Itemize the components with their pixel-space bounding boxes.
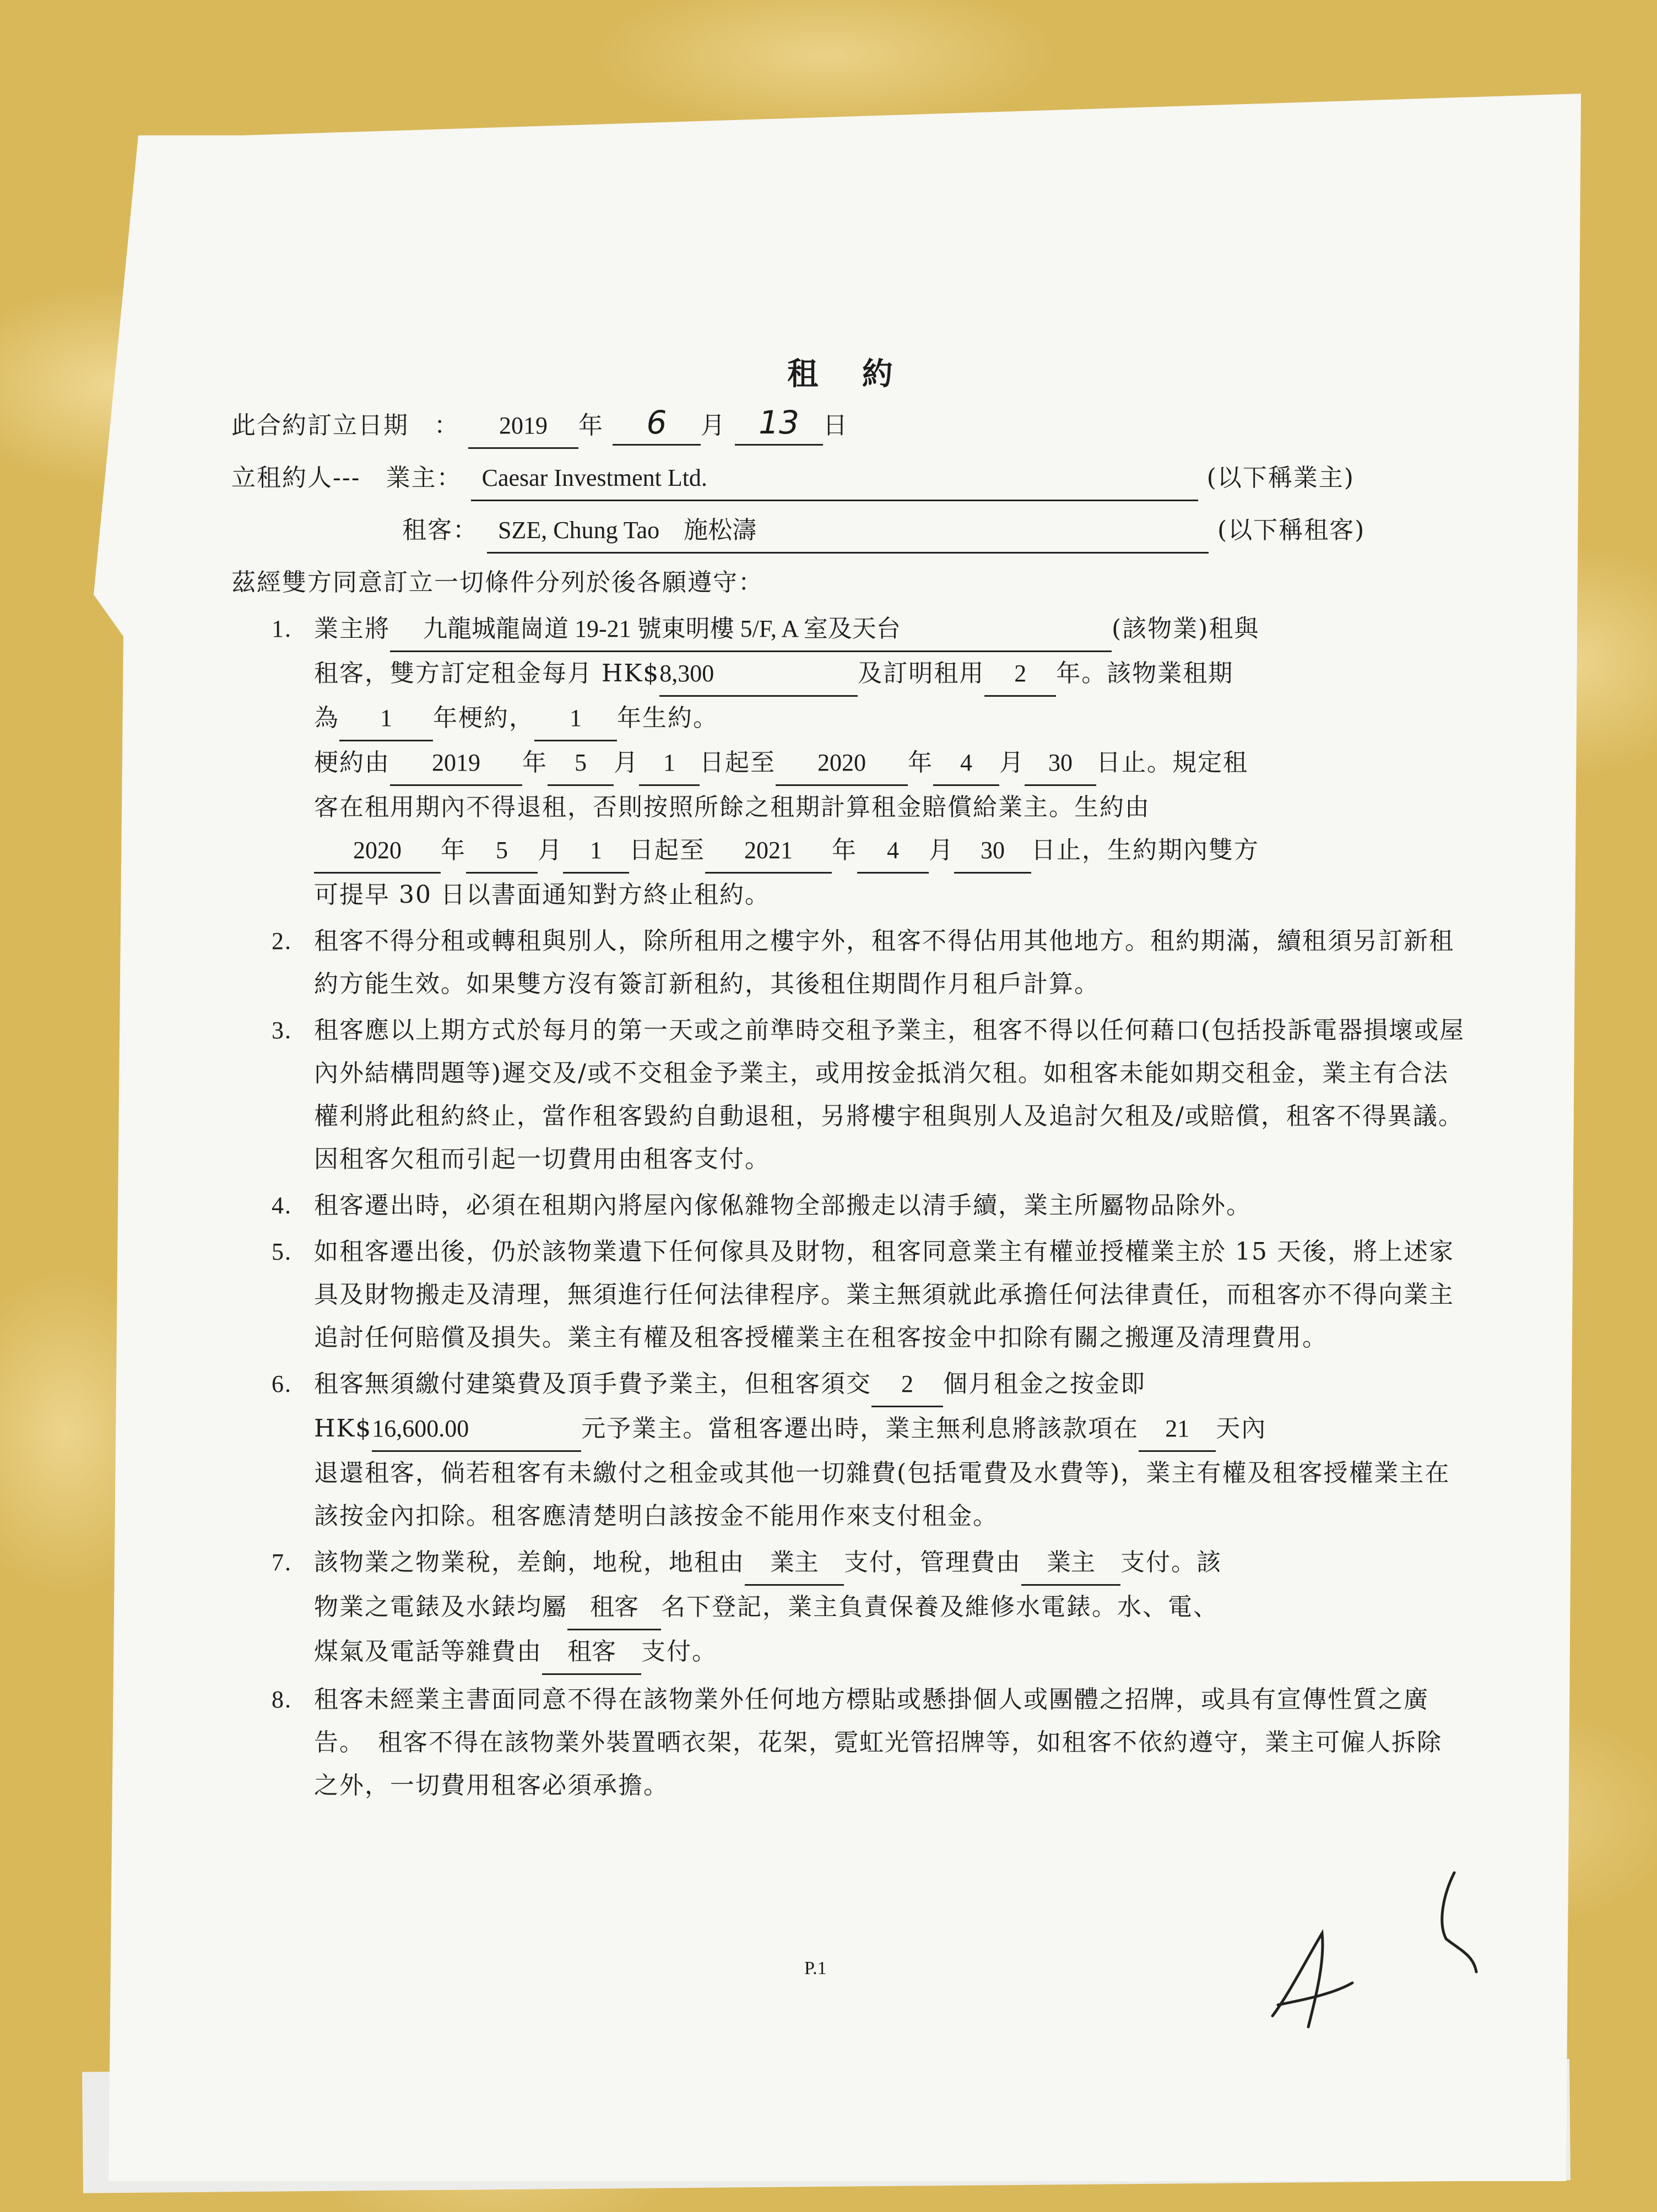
date-year: 2019 [468, 404, 578, 449]
refund-days: 21 [1139, 1407, 1216, 1452]
option-end-year: 2021 [705, 829, 832, 874]
clause-number: 6. [272, 1370, 292, 1397]
monthly-rent: 8,300 [659, 652, 858, 697]
page-number: P.1 [804, 1958, 827, 1978]
clause-3 [231, 1009, 1465, 1181]
clause-8 [231, 1678, 1465, 1807]
clause-text: 為 [314, 704, 339, 732]
day-unit: 日 [823, 411, 848, 440]
deposit-amount: 16,600.00 [372, 1407, 581, 1452]
clause-text: 支付，管理費由 [844, 1548, 1021, 1576]
property-address: 九龍城龍崗道 19-21 號東明樓 5/F, A 室及天台 [390, 608, 1112, 652]
tax-payer: 業主 [745, 1541, 844, 1586]
clause-text: 月 [929, 836, 954, 864]
date-month: 6 [613, 401, 701, 446]
clause-text: 月 [538, 836, 563, 864]
clause-text: 租客遷出時，必須在租期內將屋內傢俬雜物全部搬走以清手續，業主所屬物品除外。 [314, 1191, 1252, 1219]
fixed-term-years: 1 [339, 697, 433, 741]
date-row [231, 401, 1465, 449]
clause-text: 年梗約， [433, 704, 534, 732]
document-title: 租 約 [787, 356, 909, 392]
date-label: 此合約訂立日期 ： [231, 411, 459, 440]
clause-number: 8. [272, 1686, 292, 1713]
clause-text: 月 [999, 749, 1025, 777]
landlord-suffix: (以下稱業主) [1206, 464, 1355, 492]
meter-registrant: 租客 [567, 1586, 661, 1630]
clause-number: 4. [272, 1192, 292, 1219]
option-start-day: 1 [563, 829, 629, 874]
clause-text: 日起至 [700, 749, 776, 777]
clause-text: 年 [441, 836, 466, 864]
clause-text: 租客應以上期方式於每月的第一天或之前準時交租予業主，租客不得以任何藉口(包括投訴電器損壞或屋內外結構問題等)遲交及/或不交租金予業主，或用按金抵消欠租。如租客未能如期交租金，業主有合法權利將此租約終止，當作租客毀約自動退租，另將樓宇租與別人及追討欠租及/或賠償，租客不得異議。因租客欠租而引起一切費用由租客支付。 [314, 1016, 1465, 1173]
clause-text: 支付。 [641, 1638, 717, 1666]
clause-number: 1. [272, 615, 292, 642]
clause-text: 元予業主。當租客遷出時，業主無利息將該款項在 [581, 1414, 1139, 1443]
clause-7 [231, 1541, 1465, 1675]
lease-document [231, 353, 1465, 1807]
clause-text: 可提早 30 日以書面通知對方終止租約。 [314, 881, 770, 909]
clause-text: 租客，雙方訂定租金每月 HK$ [314, 659, 660, 687]
clause-text: 日止。規定租 [1096, 749, 1248, 777]
clause-6 [231, 1363, 1465, 1538]
clause-text: (該物業)租與 [1112, 615, 1260, 643]
clause-number: 7. [272, 1549, 292, 1576]
initials-signature-1 [1256, 1911, 1366, 2043]
clause-text: 客在租用期內不得退租，否則按照所餘之租期計算租金賠償給業主。生約由 [314, 793, 1150, 821]
clause-text: 租客無須繳付建築費及頂手費予業主，但租客須交 [314, 1370, 871, 1398]
fixed-end-year: 2020 [776, 741, 908, 786]
tenant-label: 租客： [402, 516, 478, 544]
clause-text: 業主將 [314, 615, 390, 643]
clause-5 [231, 1230, 1465, 1359]
month-unit: 月 [701, 411, 726, 440]
clause-text: 如租客遷出後，仍於該物業遺下任何傢具及財物，租客同意業主有權並授權業主於 15 天後，將上述家具及財物搬走及清理，無須進行任何法律程序。業主無須就此承擔任何法律責任，而租客亦不得向業主追討任何賠償及損失。業主有權及租客授權業主在租客按金中扣除有關之搬運及清理費用。 [314, 1238, 1454, 1352]
option-start-year: 2020 [314, 829, 441, 874]
clause-text: 煤氣及電話等雜費由 [314, 1638, 542, 1666]
clause-text: 租客未經業主書面同意不得在該物業外任何地方標貼或懸掛個人或團體之招牌，或具有宣傳性質之廣告。 租客不得在該物業外裝置晒衣架，花架，霓虹光管招牌等，如租客不依約遵守，業主可僱人拆除之外，一切費用租客必須承擔。 [314, 1685, 1442, 1799]
intro-text: 茲經雙方同意訂立一切條件分列於後各願遵守： [231, 568, 763, 597]
landlord-row [231, 457, 1465, 501]
utilities-payer: 租客 [542, 1630, 641, 1675]
clause-text: 支付。該 [1120, 1548, 1222, 1576]
deposit-months: 2 [871, 1363, 943, 1407]
clause-text: 該物業之物業稅，差餉，地稅，地租由 [314, 1548, 745, 1576]
tenant-name: SZE, Chung Tao 施松濤 [487, 509, 1209, 554]
option-end-month: 4 [857, 829, 929, 874]
clause-text: 物業之電錶及水錶均屬 [314, 1593, 567, 1621]
clause-text: 年 [522, 749, 548, 777]
clause-number: 2. [272, 928, 292, 955]
option-start-month: 5 [466, 829, 538, 874]
clause-text: 及訂明租用 [858, 659, 985, 687]
option-end-day: 30 [954, 829, 1031, 874]
clause-2 [231, 920, 1465, 1006]
clause-text: 名下登記，業主負責保養及維修水電錶。水、電、 [661, 1593, 1219, 1621]
clause-text: 梗約由 [314, 749, 390, 777]
fixed-end-month: 4 [933, 741, 999, 786]
clause-text: 月 [614, 749, 639, 777]
clause-4 [231, 1184, 1465, 1227]
initials-signature-2 [1421, 1862, 1493, 1988]
lease-years: 2 [984, 652, 1056, 697]
clause-text: 年生約。 [617, 704, 718, 732]
year-unit: 年 [578, 411, 604, 440]
clause-text: 租客不得分租或轉租與別人，除所租用之樓宇外，租客不得佔用其他地方。租約期滿，續租須另訂新租約方能生效。如果雙方沒有簽訂新租約，其後租住期間作月租戶計算。 [314, 927, 1454, 998]
clause-text: 日起至 [629, 836, 705, 864]
landlord-name: Caesar Investment Ltd. [471, 457, 1198, 501]
fixed-start-day: 1 [639, 741, 700, 786]
date-day: 13 [735, 401, 823, 446]
clause-text: 年。該物業租期 [1056, 659, 1234, 687]
clause-text: 退還租客，倘若租客有未繳付之租金或其他一切雜費(包括電費及水費等)，業主有權及租客授權業主在該按金內扣除。租客應清楚明白該按金不能用作來支付租金。 [314, 1459, 1450, 1530]
clause-text: 年 [908, 749, 933, 777]
tenant-suffix: (以下稱租客) [1217, 516, 1366, 544]
option-term-years: 1 [534, 697, 617, 741]
management-fee-payer: 業主 [1021, 1541, 1120, 1586]
clause-text: HK$ [314, 1414, 372, 1443]
clause-text: 天內 [1216, 1414, 1267, 1443]
clause-number: 3. [272, 1017, 292, 1044]
fixed-start-month: 5 [548, 741, 614, 786]
clause-text: 日止，生約期內雙方 [1031, 836, 1259, 864]
tenant-row [231, 509, 1465, 554]
clause-text: 個月租金之按金即 [943, 1370, 1146, 1398]
clause-text: 年 [832, 836, 857, 864]
clause-number: 5. [272, 1238, 292, 1265]
fixed-start-year: 2019 [390, 741, 522, 786]
landlord-label: 立租約人--- 業主： [231, 464, 462, 492]
clause-1 [231, 608, 1465, 917]
fixed-end-day: 30 [1025, 741, 1096, 786]
